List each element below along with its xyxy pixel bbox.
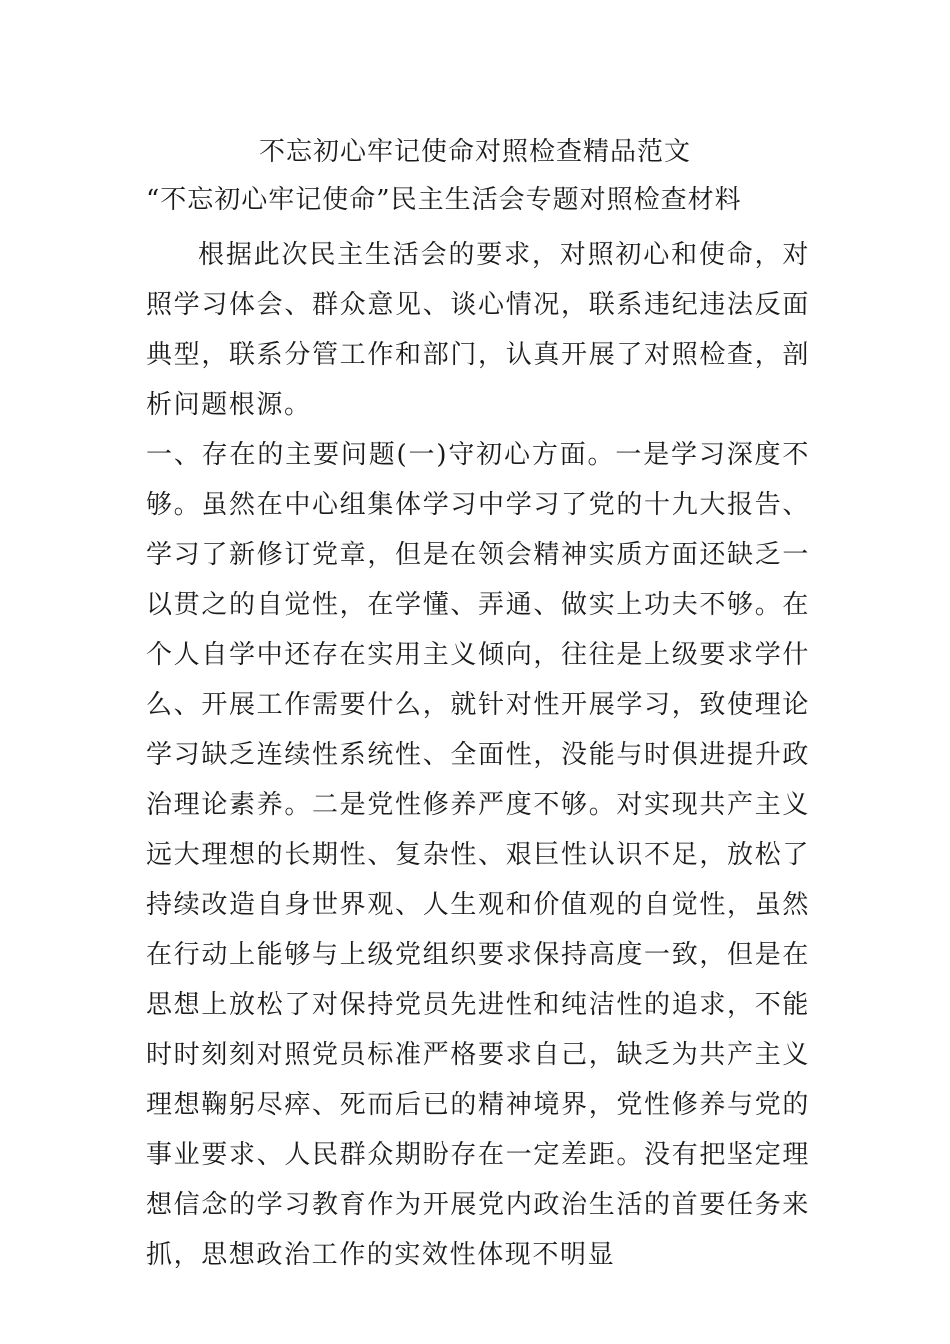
paragraph-intro: 根据此次民主生活会的要求，对照初心和使命，对照学习体会、群众意见、谈心情况，联系违纪违法反面典型，联系分管工作和部门，认真开展了对照检查，剖析问题根源。	[146, 240, 810, 420]
document-title: 不忘初心牢记使命对照检查精品范文	[258, 137, 691, 167]
document-body	[146, 230, 810, 1280]
paragraph-main-issues: 一、存在的主要问题(一)守初心方面。一是学习深度不够。虽然在中心组集体学习中学习了党的十九大报告、学习了新修订党章，但是在领会精神实质方面还缺乏一以贯之的自觉性，在学懂、弄通、做实上功夫不够。在个人自学中还存在实用主义倾向，往往是上级要求学什么、开展工作需要什么，就针对性开展学习，致使理论学习缺乏连续性系统性、全面性，没能与时俱进提升政治理论素养。二是党性修养严度不够。对实现共产主义远大理想的长期性、复杂性、艰巨性认识不足，放松了持续改造自身世界观、人生观和价值观的自觉性，虽然在行动上能够与上级党组织要求保持高度一致，但是在思想上放松了对保持党员先进性和纯洁性的追求，不能时时刻刻对照党员标准严格要求自己，缺乏为共产主义理想鞠躬尽瘁、死而后已的精神境界，党性修养与党的事业要求、人民群众期盼存在一定差距。没有把坚定理想信念的学习教育作为开展党内政治生活的首要任务来抓，思想政治工作的实效性体现不明显	[146, 440, 810, 1270]
document-subtitle: “不忘初心牢记使命”民主生活会专题对照检查材料	[146, 185, 742, 215]
